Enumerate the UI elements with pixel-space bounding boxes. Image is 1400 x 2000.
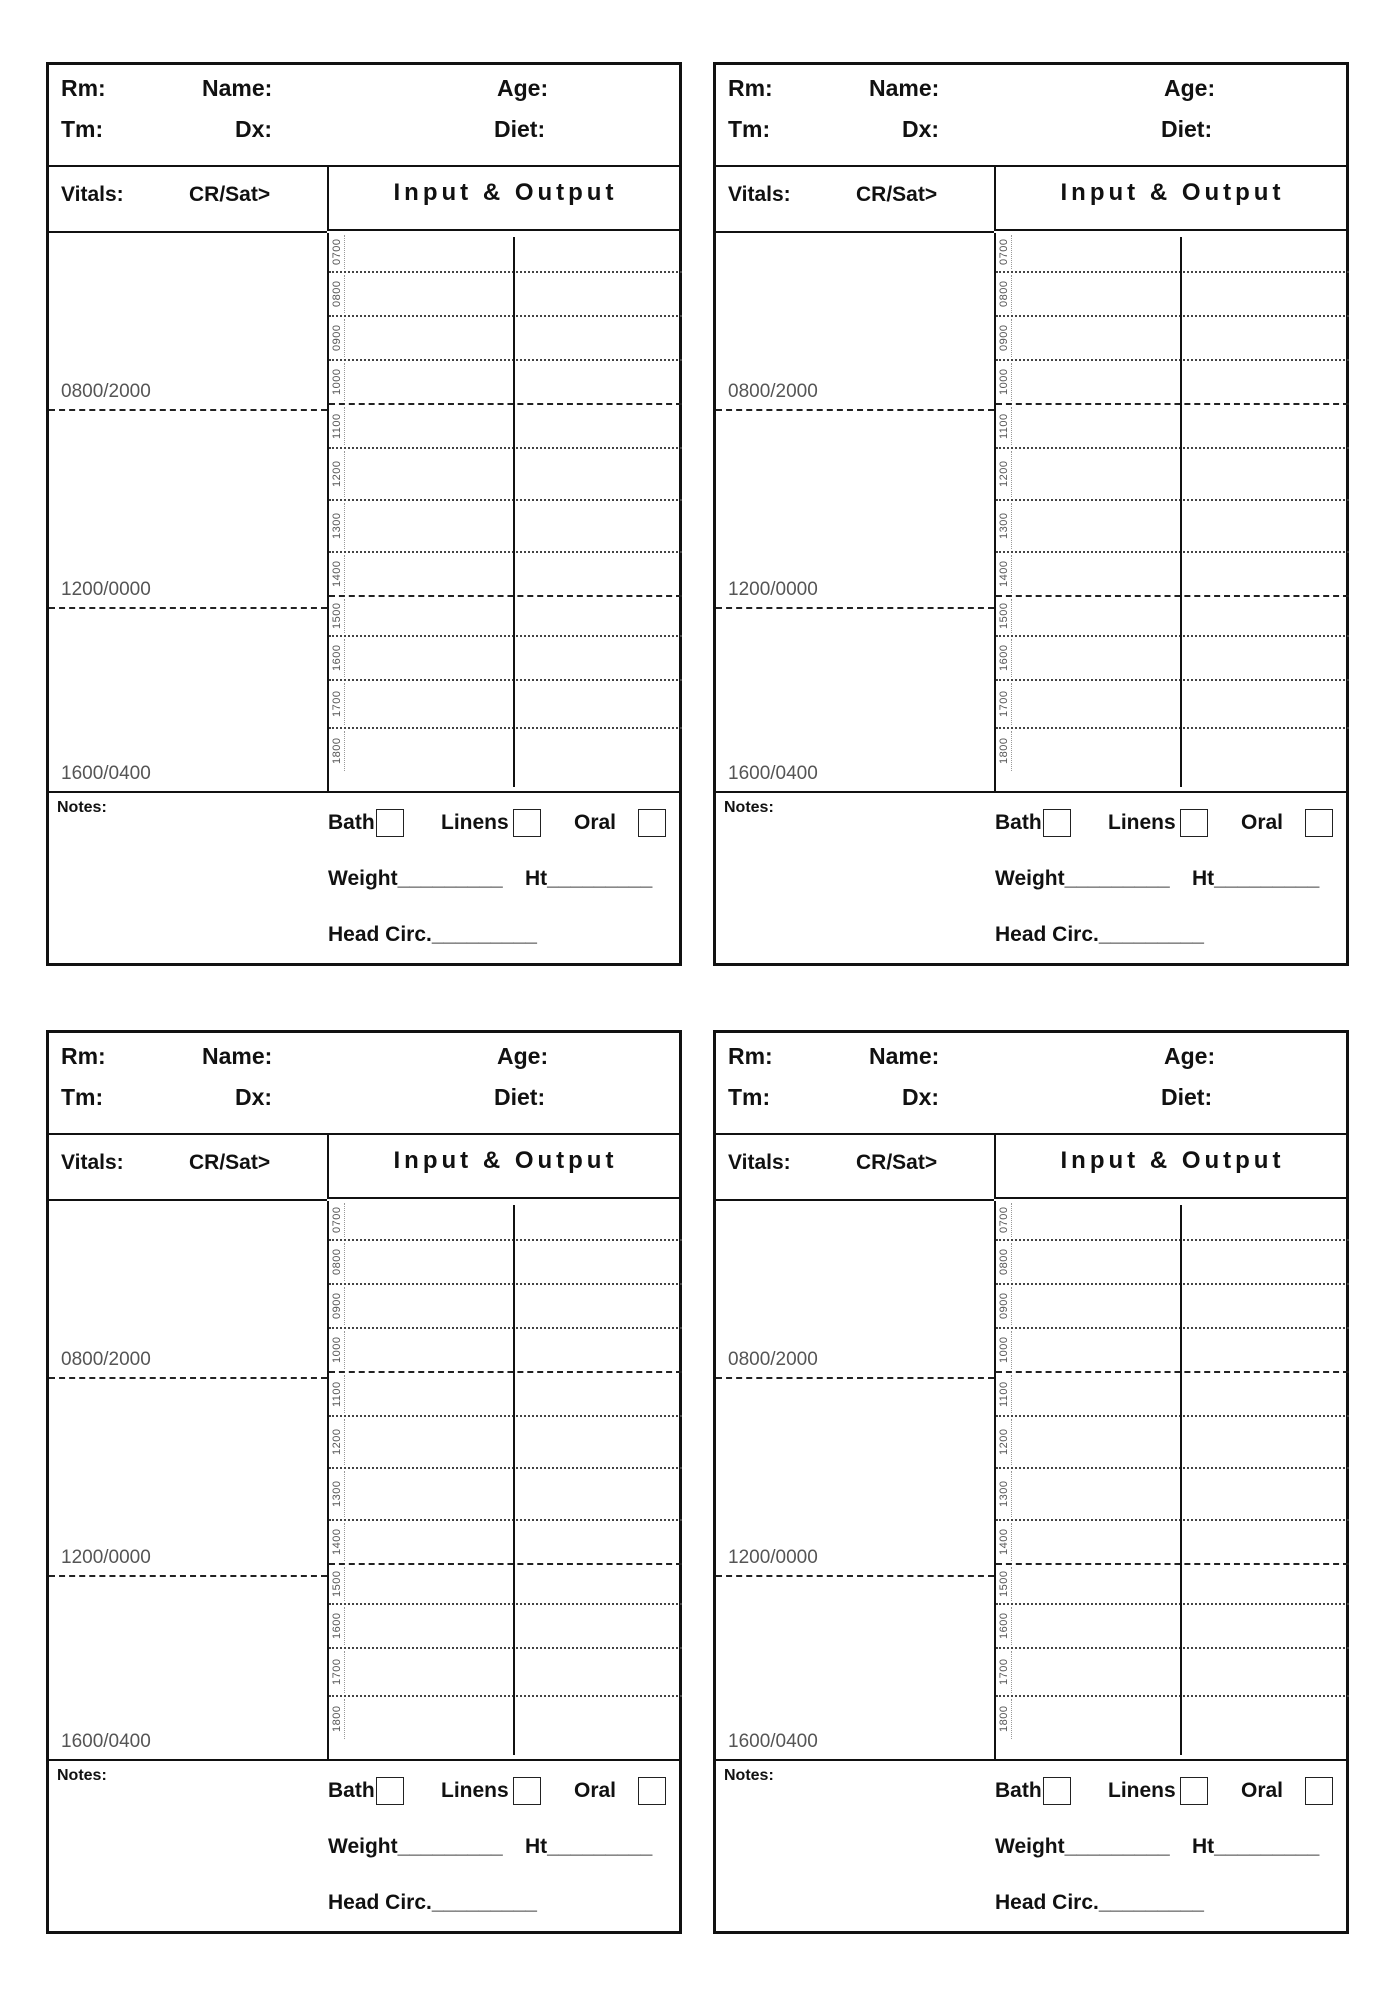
hour-rule [344,731,345,771]
height-field[interactable]: Ht_________ [525,867,653,890]
hour-label: 1800 [331,737,343,765]
hour-rule [344,1567,345,1601]
hour-label: 1100 [331,413,343,439]
head-circ-field[interactable]: Head Circ._________ [328,1891,537,1914]
vitals-header [716,1133,994,1201]
shift-block [49,1379,327,1577]
hour-label: 1000 [331,368,343,396]
oral-checkbox[interactable] [638,809,666,837]
linens-checkbox[interactable] [1180,1777,1208,1805]
hour-label: 1700 [998,1658,1010,1686]
linens-label: Linens [1108,1779,1176,1802]
shift-time: 1600/0400 [728,1731,818,1752]
shift-time: 1200/0000 [61,1547,151,1568]
shift-block [49,411,327,609]
hour-label: 1700 [331,1658,343,1686]
head-circ-field[interactable]: Head Circ._________ [328,923,537,946]
hour-rule [1011,1567,1012,1601]
vitals-label: Vitals: [61,183,124,206]
hour-label: 0900 [998,1292,1010,1320]
dx-label: Dx: [902,1084,940,1110]
vitals-label: Vitals: [61,1151,124,1174]
oral-label: Oral [1241,811,1284,834]
io-row[interactable] [329,1417,682,1469]
io-row[interactable] [996,597,1349,637]
age-label: Age: [1164,75,1216,101]
head-circ-field[interactable]: Head Circ._________ [995,1891,1204,1914]
name-label: Name: [869,1043,940,1069]
patient-card-4 [713,1030,1349,1934]
io-row[interactable] [996,1373,1349,1417]
hour-rule [344,1375,345,1413]
dx-label: Dx: [902,116,940,142]
age-label: Age: [497,1043,549,1069]
age-label: Age: [497,75,549,101]
weight-field[interactable]: Weight_________ [328,1835,503,1858]
hour-rule [1011,407,1012,445]
hour-rule [344,1243,345,1281]
room-label: Rm: [728,75,773,101]
notes-section [716,791,1346,968]
io-row[interactable] [329,233,682,273]
card-header [49,1033,679,1135]
hour-rule [344,1523,345,1561]
io-row[interactable] [329,681,682,729]
name-label: Name: [202,75,273,101]
io-row[interactable] [329,1605,682,1649]
weight-field[interactable]: Weight_________ [328,867,503,890]
shift-time: 1200/0000 [728,1547,818,1568]
shift-block [49,1577,327,1759]
io-row[interactable] [996,1697,1349,1741]
hour-label: 1200 [998,1428,1010,1456]
io-row[interactable] [329,1373,682,1417]
io-column-divider [1180,237,1182,787]
hour-rule [344,555,345,593]
io-row[interactable] [996,1241,1349,1285]
diet-label: Diet: [1161,116,1213,142]
notes-section [49,791,679,968]
shift-block [716,1379,994,1577]
hour-label: 1600 [331,644,343,672]
io-row[interactable] [329,1241,682,1285]
hour-label: 1500 [331,602,343,630]
hour-rule [1011,683,1012,725]
shift-time: 1200/0000 [728,579,818,600]
hour-label: 0700 [998,1206,1010,1234]
io-row[interactable] [996,361,1349,405]
name-label: Name: [202,1043,273,1069]
hour-label: 0800 [331,1248,343,1276]
hour-rule [344,363,345,401]
oral-label: Oral [574,1779,617,1802]
hour-rule [344,1203,345,1237]
hour-rule [344,639,345,677]
io-row[interactable] [329,1649,682,1697]
shift-time: 0800/2000 [728,381,818,402]
hour-label: 0800 [998,280,1010,308]
io-row[interactable] [996,1605,1349,1649]
team-label: Tm: [61,1084,104,1110]
hour-rule [344,1287,345,1325]
io-column-divider [513,237,515,787]
linens-label: Linens [441,811,509,834]
hour-rule [1011,731,1012,771]
io-row[interactable] [329,317,682,361]
room-label: Rm: [61,75,106,101]
oral-checkbox[interactable] [1305,1777,1333,1805]
io-row[interactable] [996,1201,1349,1241]
hour-label: 1400 [331,560,343,588]
hour-rule [344,451,345,497]
io-row[interactable] [329,1285,682,1329]
hour-label: 1600 [998,1612,1010,1640]
height-field[interactable]: Ht_________ [525,1835,653,1858]
hour-label: 1100 [998,413,1010,439]
hour-rule [1011,1471,1012,1517]
hour-rule [1011,599,1012,633]
notes-label: Notes: [724,1767,774,1784]
crsat-label: CR/Sat> [189,183,271,206]
team-label: Tm: [61,116,104,142]
linens-label: Linens [441,1779,509,1802]
bath-checkbox[interactable] [1043,809,1071,837]
hour-label: 1100 [998,1381,1010,1407]
io-row[interactable] [996,681,1349,729]
dx-label: Dx: [235,1084,273,1110]
io-row[interactable] [329,273,682,317]
hour-rule [1011,235,1012,269]
hour-rule [344,1651,345,1693]
io-row[interactable] [329,1201,682,1241]
head-circ-field[interactable]: Head Circ._________ [995,923,1204,946]
io-row[interactable] [996,1329,1349,1373]
shift-time: 1600/0400 [61,763,151,784]
notes-section [49,1759,679,1936]
hour-rule [344,1331,345,1369]
io-title: Input & Output [327,1133,682,1199]
hour-rule [1011,1699,1012,1739]
shift-time: 0800/2000 [61,1349,151,1370]
hour-label: 1500 [998,602,1010,630]
height-field[interactable]: Ht_________ [1192,1835,1320,1858]
patient-card-1 [46,62,682,966]
shift-time: 1200/0000 [61,579,151,600]
io-row[interactable] [996,1649,1349,1697]
hour-rule [1011,639,1012,677]
io-row[interactable] [329,1697,682,1741]
crsat-label: CR/Sat> [856,1151,938,1174]
shift-time: 0800/2000 [61,381,151,402]
bath-label: Bath [328,811,375,834]
io-row[interactable] [329,501,682,553]
hour-rule [1011,1287,1012,1325]
hour-rule [1011,1523,1012,1561]
notes-label: Notes: [724,799,774,816]
shift-block [716,1201,994,1379]
hour-label: 1300 [331,1480,343,1508]
shift-time: 0800/2000 [728,1349,818,1370]
io-row[interactable] [996,729,1349,773]
io-row[interactable] [996,1285,1349,1329]
vitals-header [716,165,994,233]
io-row[interactable] [996,233,1349,273]
io-grid [994,1201,1349,1759]
crsat-label: CR/Sat> [856,183,938,206]
hour-rule [344,319,345,357]
room-label: Rm: [61,1043,106,1069]
io-grid [994,233,1349,791]
io-title: Input & Output [994,165,1349,231]
bath-label: Bath [328,1779,375,1802]
vitals-label: Vitals: [728,1151,791,1174]
hour-rule [344,683,345,725]
hour-label: 1100 [331,1381,343,1407]
io-title: Input & Output [327,165,682,231]
patient-card-2 [713,62,1349,966]
hour-label: 1700 [331,690,343,718]
vitals-label: Vitals: [728,183,791,206]
hour-label: 1500 [998,1570,1010,1598]
shift-block [716,609,994,791]
bath-label: Bath [995,811,1042,834]
bath-label: Bath [995,1779,1042,1802]
hour-rule [1011,1375,1012,1413]
io-row[interactable] [329,1469,682,1521]
hour-label: 0700 [331,238,343,266]
card-header [716,1033,1346,1135]
bath-checkbox[interactable] [376,1777,404,1805]
io-row[interactable] [329,637,682,681]
hour-rule [1011,363,1012,401]
hour-rule [1011,1419,1012,1465]
hour-rule [344,407,345,445]
hour-label: 1300 [331,512,343,540]
hour-label: 1000 [331,1336,343,1364]
shift-time: 1600/0400 [728,763,818,784]
io-row[interactable] [996,501,1349,553]
linens-checkbox[interactable] [513,809,541,837]
team-label: Tm: [728,116,771,142]
io-row[interactable] [996,553,1349,597]
hour-label: 1400 [998,1528,1010,1556]
diet-label: Diet: [494,1084,546,1110]
io-column-divider [1180,1205,1182,1755]
diet-label: Diet: [494,116,546,142]
io-row[interactable] [329,361,682,405]
hour-label: 1400 [331,1528,343,1556]
hour-rule [1011,503,1012,549]
hour-rule [344,1419,345,1465]
hour-rule [1011,451,1012,497]
linens-label: Linens [1108,811,1176,834]
io-row[interactable] [996,1417,1349,1469]
io-row[interactable] [996,1565,1349,1605]
room-label: Rm: [728,1043,773,1069]
weight-field[interactable]: Weight_________ [995,1835,1170,1858]
shift-block [716,233,994,411]
hour-rule [344,235,345,269]
vitals-header [49,165,327,233]
shift-block [49,1201,327,1379]
oral-checkbox[interactable] [1305,809,1333,837]
hour-label: 1200 [998,460,1010,488]
hour-rule [1011,1651,1012,1693]
hour-rule [1011,319,1012,357]
io-row[interactable] [329,1565,682,1605]
notes-section [716,1759,1346,1936]
patient-card-3 [46,1030,682,1934]
hour-rule [1011,1331,1012,1369]
hour-rule [1011,555,1012,593]
diet-label: Diet: [1161,1084,1213,1110]
hour-rule [1011,1243,1012,1281]
linens-checkbox[interactable] [1180,809,1208,837]
io-row[interactable] [996,1469,1349,1521]
shift-block [716,411,994,609]
hour-rule [344,503,345,549]
io-row[interactable] [329,553,682,597]
card-header [716,65,1346,167]
card-header [49,65,679,167]
hour-rule [344,275,345,313]
hour-label: 1600 [331,1612,343,1640]
hour-label: 1300 [998,512,1010,540]
hour-rule [344,1699,345,1739]
io-row[interactable] [996,1521,1349,1565]
hour-rule [344,599,345,633]
weight-field[interactable]: Weight_________ [995,867,1170,890]
hour-label: 0900 [331,324,343,352]
hour-label: 1800 [998,1705,1010,1733]
io-grid [327,233,682,791]
notes-label: Notes: [57,799,107,816]
io-row[interactable] [996,449,1349,501]
age-label: Age: [1164,1043,1216,1069]
hour-rule [344,1471,345,1517]
hour-rule [1011,275,1012,313]
io-row[interactable] [329,729,682,773]
hour-label: 1000 [998,368,1010,396]
hour-label: 1800 [331,1705,343,1733]
team-label: Tm: [728,1084,771,1110]
dx-label: Dx: [235,116,273,142]
io-grid [327,1201,682,1759]
hour-label: 1700 [998,690,1010,718]
oral-label: Oral [1241,1779,1284,1802]
oral-checkbox[interactable] [638,1777,666,1805]
io-row[interactable] [329,1329,682,1373]
hour-label: 1500 [331,1570,343,1598]
notes-label: Notes: [57,1767,107,1784]
io-row[interactable] [329,405,682,449]
hour-label: 1200 [331,1428,343,1456]
hour-label: 0900 [331,1292,343,1320]
io-row[interactable] [996,273,1349,317]
hour-label: 0800 [331,280,343,308]
shift-block [49,233,327,411]
bath-checkbox[interactable] [376,809,404,837]
shift-time: 1600/0400 [61,1731,151,1752]
hour-label: 1300 [998,1480,1010,1508]
oral-label: Oral [574,811,617,834]
io-row[interactable] [996,405,1349,449]
io-row[interactable] [996,637,1349,681]
shift-block [716,1577,994,1759]
hour-rule [1011,1607,1012,1645]
hour-label: 1800 [998,737,1010,765]
io-title: Input & Output [994,1133,1349,1199]
vitals-header [49,1133,327,1201]
hour-label: 0700 [998,238,1010,266]
hour-label: 1200 [331,460,343,488]
hour-label: 0800 [998,1248,1010,1276]
io-row[interactable] [329,1521,682,1565]
hour-label: 1400 [998,560,1010,588]
hour-label: 0900 [998,324,1010,352]
hour-label: 1000 [998,1336,1010,1364]
hour-label: 1600 [998,644,1010,672]
bath-checkbox[interactable] [1043,1777,1071,1805]
io-row[interactable] [329,597,682,637]
io-row[interactable] [329,449,682,501]
crsat-label: CR/Sat> [189,1151,271,1174]
shift-block [49,609,327,791]
name-label: Name: [869,75,940,101]
io-row[interactable] [996,317,1349,361]
linens-checkbox[interactable] [513,1777,541,1805]
io-column-divider [513,1205,515,1755]
hour-rule [1011,1203,1012,1237]
hour-rule [344,1607,345,1645]
height-field[interactable]: Ht_________ [1192,867,1320,890]
hour-label: 0700 [331,1206,343,1234]
